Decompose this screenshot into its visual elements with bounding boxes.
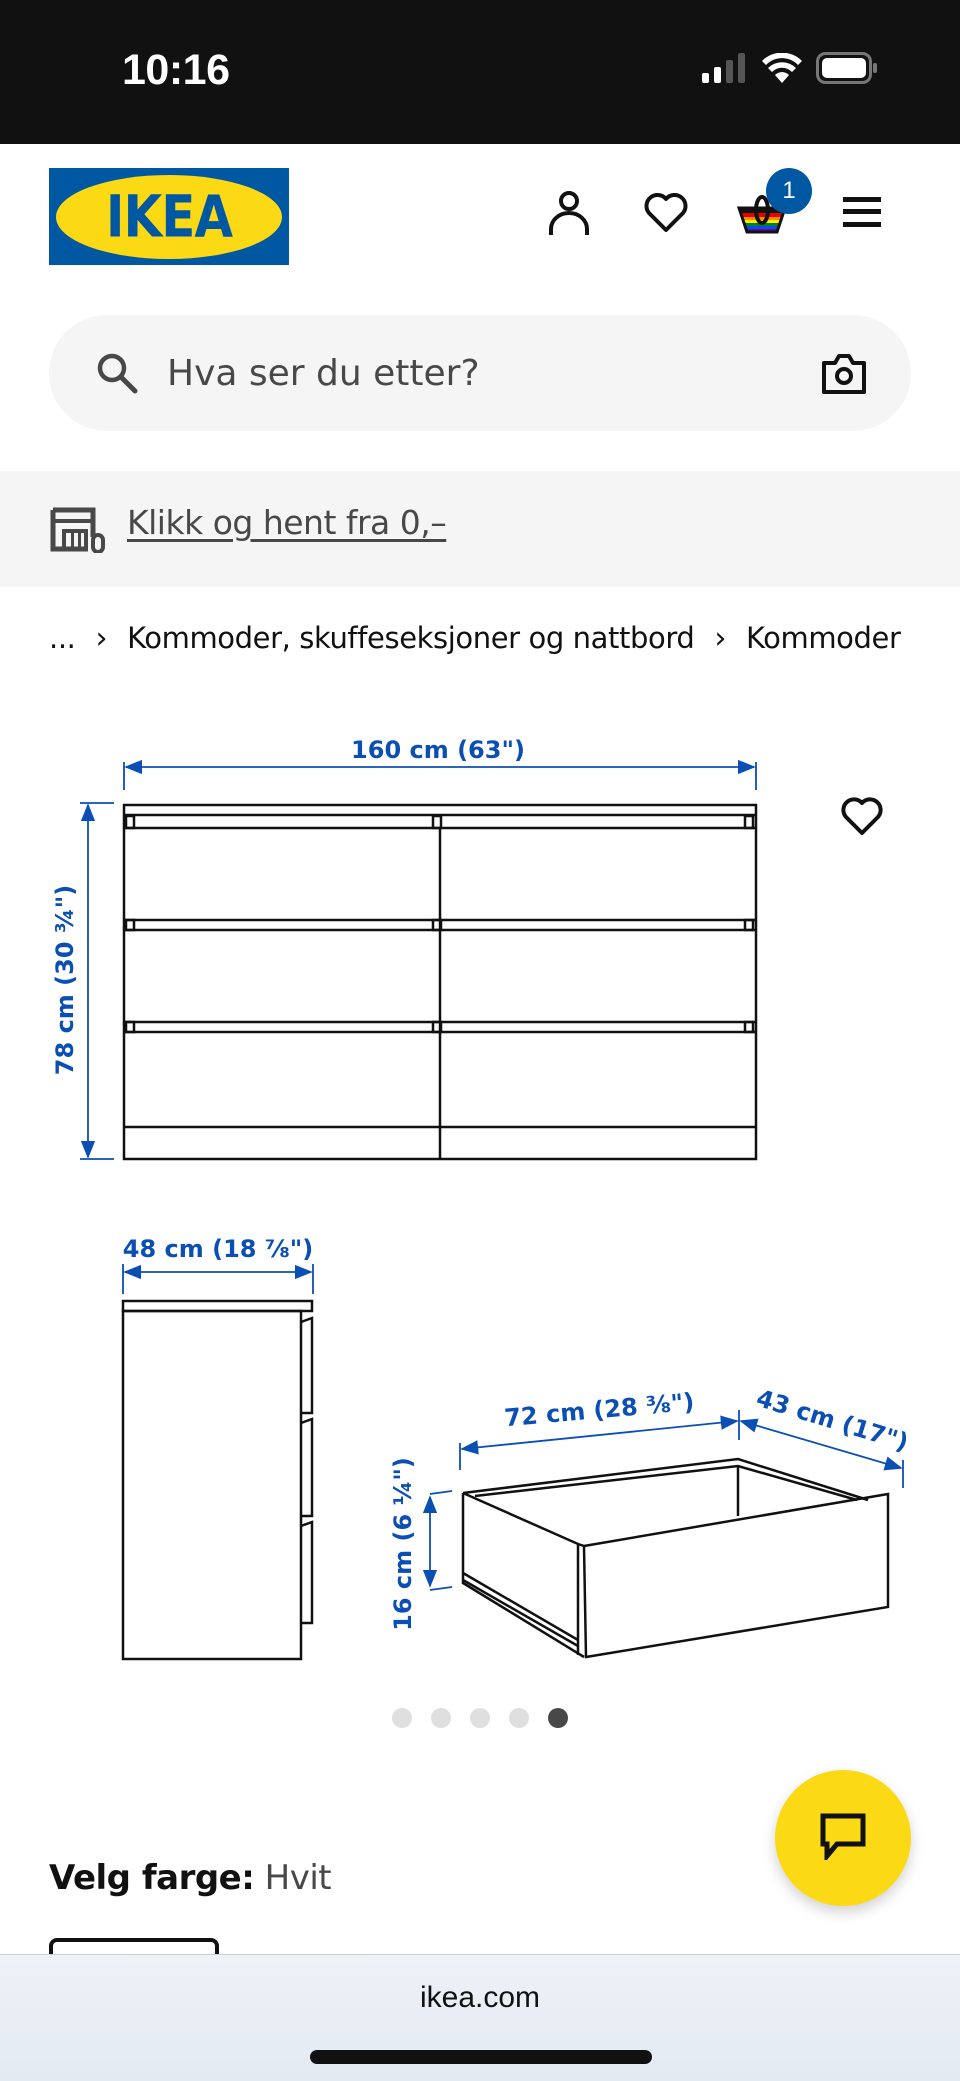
color-selector-label <box>49 1858 331 1898</box>
pagination-dot-5-active[interactable] <box>548 1708 568 1728</box>
search-icon[interactable] <box>95 351 139 399</box>
breadcrumb-item-category[interactable]: Kommoder, skuffeseksjoner og nattbord <box>127 621 695 655</box>
heart-icon <box>643 191 689 237</box>
user-icon <box>547 189 591 239</box>
breadcrumb-separator: › <box>714 620 726 656</box>
click-collect-banner <box>0 471 960 587</box>
pagination-dot-2[interactable] <box>431 1708 451 1728</box>
gallery-pagination <box>392 1708 568 1728</box>
chat-bubble-icon <box>819 1812 867 1864</box>
cart-count-badge: 1 <box>766 168 812 214</box>
dimension-drawing <box>0 700 960 1700</box>
home-indicator[interactable] <box>310 2050 652 2064</box>
wifi-icon <box>762 53 802 87</box>
click-collect-link[interactable]: Klikk og hent fra 0,– <box>127 503 447 542</box>
status-bar <box>0 0 960 144</box>
wishlist-button[interactable] <box>642 190 690 238</box>
status-time: 10:16 <box>122 46 230 94</box>
product-image-gallery[interactable] <box>0 700 960 1700</box>
chat-button[interactable] <box>775 1770 911 1906</box>
site-header <box>0 144 960 284</box>
logo-oval <box>56 175 282 259</box>
status-icons <box>700 52 878 88</box>
front-height-label: 78 cm (30 ¾") <box>51 884 79 1076</box>
drawer-width-label: 72 cm (28 ⅜") <box>503 1387 696 1433</box>
color-label-prefix: Velg farge: <box>49 1858 255 1898</box>
side-depth-label: 48 cm (18 ⅞") <box>122 1235 314 1263</box>
signal-icon <box>700 53 748 87</box>
pagination-dot-3[interactable] <box>470 1708 490 1728</box>
front-width-label: 160 cm (63") <box>351 736 525 764</box>
store-pickup-icon <box>50 507 106 557</box>
pagination-dot-4[interactable] <box>509 1708 529 1728</box>
selected-color-value: Hvit <box>264 1858 332 1898</box>
ikea-logo[interactable] <box>49 168 289 265</box>
drawer-depth-label: 43 cm (17") <box>753 1383 912 1457</box>
breadcrumb-item-current[interactable]: Kommoder <box>745 621 901 655</box>
menu-icon <box>841 195 883 233</box>
breadcrumb <box>49 616 901 660</box>
camera-icon[interactable] <box>821 353 867 399</box>
add-to-favourites-button[interactable] <box>836 792 888 844</box>
breadcrumb-separator: › <box>95 620 108 656</box>
account-button[interactable] <box>545 190 593 238</box>
logo-text: IKEA <box>105 183 233 250</box>
battery-icon <box>816 52 878 88</box>
url-display[interactable]: ikea.com <box>419 1981 541 2014</box>
menu-button[interactable] <box>838 190 886 238</box>
pagination-dot-1[interactable] <box>392 1708 412 1728</box>
search-input[interactable] <box>167 343 727 403</box>
search-bar <box>49 315 911 431</box>
heart-icon <box>839 795 885 841</box>
breadcrumb-item-ellipsis[interactable]: ... <box>49 621 76 655</box>
drawer-height-label: 16 cm (6 ¼") <box>389 1457 417 1631</box>
